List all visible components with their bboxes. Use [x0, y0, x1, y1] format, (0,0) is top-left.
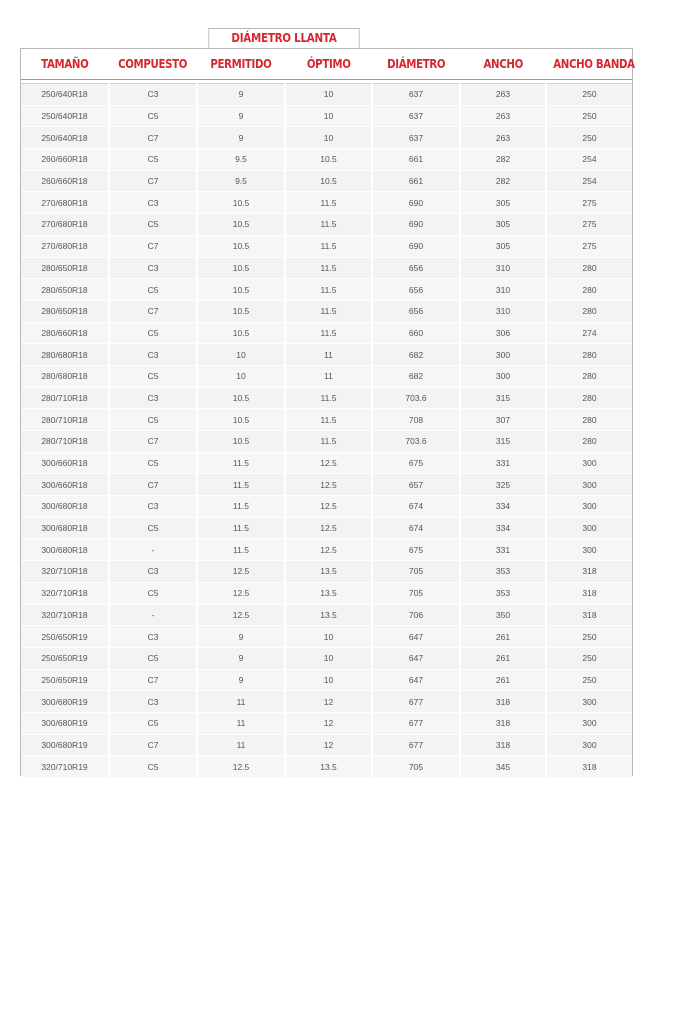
compound-cell: C3 [109, 691, 197, 713]
optimal-cell: 12.5 [285, 539, 372, 561]
compound-cell: C3 [109, 561, 197, 583]
tread-width-cell: 280 [546, 409, 632, 431]
tread-width-cell: 250 [546, 84, 632, 106]
optimal-cell: 11.5 [285, 409, 372, 431]
column-header-width: ANCHO [460, 49, 546, 80]
table-row [21, 409, 632, 431]
size-cell: 250/650R19 [21, 647, 109, 669]
tread-width-cell: 300 [546, 691, 632, 713]
tread-width-cell: 300 [546, 712, 632, 734]
allowed-cell: 10 [197, 344, 285, 366]
table-row [21, 300, 632, 322]
column-header-size: TAMAÑO [21, 49, 109, 80]
compound-cell: C7 [109, 669, 197, 691]
diameter-cell: 674 [372, 517, 460, 539]
diameter-cell: 705 [372, 561, 460, 583]
table-row [21, 127, 632, 149]
optimal-cell: 12.5 [285, 496, 372, 518]
size-cell: 250/650R19 [21, 626, 109, 648]
diameter-cell: 647 [372, 647, 460, 669]
table-row [21, 279, 632, 301]
tread-width-cell: 280 [546, 300, 632, 322]
compound-cell: C7 [109, 127, 197, 149]
diameter-cell: 674 [372, 496, 460, 518]
width-cell: 305 [460, 192, 546, 214]
tread-width-cell: 250 [546, 647, 632, 669]
allowed-cell: 9 [197, 84, 285, 106]
table-row [21, 647, 632, 669]
size-cell: 320/710R18 [21, 582, 109, 604]
size-cell: 300/680R18 [21, 517, 109, 539]
optimal-cell: 11.5 [285, 214, 372, 236]
optimal-cell: 12 [285, 712, 372, 734]
diameter-cell: 690 [372, 214, 460, 236]
diameter-cell: 677 [372, 734, 460, 756]
size-cell: 320/710R18 [21, 561, 109, 583]
width-cell: 353 [460, 582, 546, 604]
size-cell: 280/680R18 [21, 365, 109, 387]
width-cell: 345 [460, 756, 546, 778]
tread-width-cell: 318 [546, 604, 632, 626]
optimal-cell: 10 [285, 127, 372, 149]
diameter-cell: 637 [372, 84, 460, 106]
allowed-cell: 11.5 [197, 452, 285, 474]
allowed-cell: 10.5 [197, 409, 285, 431]
allowed-cell: 10.5 [197, 300, 285, 322]
width-cell: 325 [460, 474, 546, 496]
optimal-cell: 12.5 [285, 517, 372, 539]
optimal-cell: 13.5 [285, 561, 372, 583]
compound-cell: C5 [109, 149, 197, 171]
diameter-cell: 675 [372, 452, 460, 474]
size-cell: 250/640R18 [21, 105, 109, 127]
column-header-diameter: DIÁMETRO [372, 49, 460, 80]
table-row [21, 604, 632, 626]
width-cell: 353 [460, 561, 546, 583]
allowed-cell: 10.5 [197, 279, 285, 301]
allowed-cell: 12.5 [197, 561, 285, 583]
allowed-cell: 9 [197, 105, 285, 127]
diameter-cell: 703.6 [372, 387, 460, 409]
optimal-cell: 13.5 [285, 582, 372, 604]
compound-cell: C5 [109, 409, 197, 431]
table-row [21, 561, 632, 583]
width-cell: 307 [460, 409, 546, 431]
width-cell: 300 [460, 365, 546, 387]
tread-width-cell: 275 [546, 214, 632, 236]
table-row [21, 214, 632, 236]
size-cell: 300/680R19 [21, 712, 109, 734]
diameter-cell: 661 [372, 149, 460, 171]
tread-width-cell: 250 [546, 626, 632, 648]
allowed-cell: 9 [197, 647, 285, 669]
allowed-cell: 12.5 [197, 604, 285, 626]
tread-width-cell: 300 [546, 517, 632, 539]
size-cell: 300/680R19 [21, 691, 109, 713]
optimal-cell: 12 [285, 734, 372, 756]
tread-width-cell: 318 [546, 561, 632, 583]
optimal-cell: 11.5 [285, 431, 372, 453]
optimal-cell: 11.5 [285, 387, 372, 409]
diameter-cell: 690 [372, 235, 460, 257]
diameter-cell: 657 [372, 474, 460, 496]
size-cell: 270/680R18 [21, 235, 109, 257]
diameter-cell: 647 [372, 626, 460, 648]
optimal-cell: 11.5 [285, 235, 372, 257]
size-cell: 270/680R18 [21, 214, 109, 236]
diameter-cell: 656 [372, 257, 460, 279]
width-cell: 310 [460, 257, 546, 279]
column-header-allowed: PERMITIDO [197, 49, 285, 80]
table-row [21, 517, 632, 539]
allowed-cell: 9 [197, 127, 285, 149]
optimal-cell: 10 [285, 105, 372, 127]
compound-cell: - [109, 539, 197, 561]
diameter-cell: 705 [372, 582, 460, 604]
compound-cell: C7 [109, 474, 197, 496]
diameter-cell: 682 [372, 365, 460, 387]
table-row [21, 192, 632, 214]
diameter-cell: 677 [372, 691, 460, 713]
size-cell: 280/710R18 [21, 409, 109, 431]
width-cell: 318 [460, 712, 546, 734]
tread-width-cell: 300 [546, 474, 632, 496]
compound-cell: - [109, 604, 197, 626]
compound-cell: C5 [109, 214, 197, 236]
width-cell: 305 [460, 235, 546, 257]
optimal-cell: 10 [285, 669, 372, 691]
tread-width-cell: 275 [546, 235, 632, 257]
allowed-cell: 11 [197, 734, 285, 756]
compound-cell: C7 [109, 734, 197, 756]
size-cell: 270/680R18 [21, 192, 109, 214]
compound-cell: C5 [109, 712, 197, 734]
compound-cell: C5 [109, 452, 197, 474]
size-cell: 250/640R18 [21, 84, 109, 106]
allowed-cell: 9 [197, 669, 285, 691]
table-row [21, 496, 632, 518]
diameter-cell: 637 [372, 127, 460, 149]
width-cell: 305 [460, 214, 546, 236]
tread-width-cell: 254 [546, 170, 632, 192]
width-cell: 310 [460, 300, 546, 322]
compound-cell: C5 [109, 756, 197, 778]
diameter-cell: 682 [372, 344, 460, 366]
tread-width-cell: 250 [546, 127, 632, 149]
tread-width-cell: 250 [546, 105, 632, 127]
tire-spec-table [21, 49, 635, 778]
diameter-cell: 706 [372, 604, 460, 626]
allowed-cell: 10 [197, 365, 285, 387]
allowed-cell: 10.5 [197, 235, 285, 257]
width-cell: 334 [460, 496, 546, 518]
compound-cell: C3 [109, 192, 197, 214]
tread-width-cell: 280 [546, 257, 632, 279]
allowed-cell: 12.5 [197, 582, 285, 604]
optimal-cell: 11.5 [285, 279, 372, 301]
size-cell: 300/660R18 [21, 452, 109, 474]
width-cell: 306 [460, 322, 546, 344]
allowed-cell: 11.5 [197, 496, 285, 518]
size-cell: 300/680R19 [21, 734, 109, 756]
size-cell: 300/680R18 [21, 496, 109, 518]
size-cell: 320/710R19 [21, 756, 109, 778]
diameter-cell: 690 [372, 192, 460, 214]
size-cell: 280/660R18 [21, 322, 109, 344]
column-header-tread-width: ANCHO BANDA [546, 49, 632, 80]
allowed-cell: 11 [197, 691, 285, 713]
optimal-cell: 11.5 [285, 192, 372, 214]
tread-width-cell: 280 [546, 387, 632, 409]
optimal-cell: 11 [285, 365, 372, 387]
size-cell: 260/660R18 [21, 149, 109, 171]
compound-cell: C5 [109, 365, 197, 387]
compound-cell: C5 [109, 279, 197, 301]
tire-spec-table-container [20, 48, 633, 776]
width-cell: 263 [460, 127, 546, 149]
size-cell: 300/680R18 [21, 539, 109, 561]
size-cell: 250/640R18 [21, 127, 109, 149]
diameter-cell: 637 [372, 105, 460, 127]
width-cell: 310 [460, 279, 546, 301]
width-cell: 282 [460, 170, 546, 192]
tread-width-cell: 318 [546, 756, 632, 778]
size-cell: 280/710R18 [21, 431, 109, 453]
compound-cell: C3 [109, 344, 197, 366]
tread-width-cell: 300 [546, 452, 632, 474]
allowed-cell: 10.5 [197, 192, 285, 214]
tread-width-cell: 300 [546, 496, 632, 518]
table-row [21, 626, 632, 648]
allowed-cell: 11.5 [197, 474, 285, 496]
optimal-cell: 11 [285, 344, 372, 366]
diameter-cell: 708 [372, 409, 460, 431]
size-cell: 320/710R18 [21, 604, 109, 626]
tread-width-cell: 280 [546, 431, 632, 453]
width-cell: 261 [460, 626, 546, 648]
compound-cell: C3 [109, 387, 197, 409]
tread-width-cell: 250 [546, 669, 632, 691]
table-row [21, 582, 632, 604]
diameter-cell: 647 [372, 669, 460, 691]
tread-width-cell: 274 [546, 322, 632, 344]
tread-width-cell: 275 [546, 192, 632, 214]
tread-width-cell: 254 [546, 149, 632, 171]
diameter-cell: 661 [372, 170, 460, 192]
table-row [21, 431, 632, 453]
allowed-cell: 9.5 [197, 149, 285, 171]
table-row [21, 149, 632, 171]
table-row [21, 756, 632, 778]
width-cell: 282 [460, 149, 546, 171]
allowed-cell: 11.5 [197, 517, 285, 539]
tread-width-cell: 300 [546, 734, 632, 756]
table-row [21, 322, 632, 344]
width-cell: 261 [460, 669, 546, 691]
width-cell: 263 [460, 105, 546, 127]
compound-cell: C5 [109, 582, 197, 604]
compound-cell: C5 [109, 105, 197, 127]
size-cell: 280/680R18 [21, 344, 109, 366]
size-cell: 280/710R18 [21, 387, 109, 409]
table-row [21, 170, 632, 192]
optimal-cell: 11.5 [285, 322, 372, 344]
allowed-cell: 9 [197, 626, 285, 648]
diameter-cell: 675 [372, 539, 460, 561]
compound-cell: C3 [109, 496, 197, 518]
optimal-cell: 10.5 [285, 149, 372, 171]
compound-cell: C3 [109, 84, 197, 106]
table-row [21, 344, 632, 366]
compound-cell: C5 [109, 517, 197, 539]
compound-cell: C3 [109, 626, 197, 648]
compound-cell: C7 [109, 235, 197, 257]
table-row [21, 452, 632, 474]
optimal-cell: 11.5 [285, 257, 372, 279]
size-cell: 280/650R18 [21, 257, 109, 279]
table-row [21, 105, 632, 127]
allowed-cell: 11 [197, 712, 285, 734]
allowed-cell: 10.5 [197, 214, 285, 236]
width-cell: 331 [460, 452, 546, 474]
tread-width-cell: 280 [546, 344, 632, 366]
width-cell: 350 [460, 604, 546, 626]
size-cell: 300/660R18 [21, 474, 109, 496]
size-cell: 280/650R18 [21, 300, 109, 322]
table-row [21, 387, 632, 409]
width-cell: 318 [460, 691, 546, 713]
diameter-cell: 703.6 [372, 431, 460, 453]
compound-cell: C3 [109, 257, 197, 279]
optimal-cell: 13.5 [285, 756, 372, 778]
allowed-cell: 10.5 [197, 257, 285, 279]
column-header-optimal: ÓPTIMO [285, 49, 372, 80]
optimal-cell: 10 [285, 647, 372, 669]
size-cell: 280/650R18 [21, 279, 109, 301]
width-cell: 300 [460, 344, 546, 366]
width-cell: 318 [460, 734, 546, 756]
allowed-cell: 10.5 [197, 431, 285, 453]
allowed-cell: 9.5 [197, 170, 285, 192]
optimal-cell: 10 [285, 626, 372, 648]
compound-cell: C5 [109, 322, 197, 344]
allowed-cell: 10.5 [197, 387, 285, 409]
allowed-cell: 10.5 [197, 322, 285, 344]
table-row [21, 669, 632, 691]
width-cell: 331 [460, 539, 546, 561]
diameter-cell: 677 [372, 712, 460, 734]
diameter-cell: 705 [372, 756, 460, 778]
rim-diameter-group-header: DIÁMETRO LLANTA [208, 28, 359, 48]
table-row [21, 365, 632, 387]
header-row [21, 49, 632, 80]
width-cell: 261 [460, 647, 546, 669]
table-row [21, 539, 632, 561]
optimal-cell: 13.5 [285, 604, 372, 626]
table-row [21, 691, 632, 713]
compound-cell: C7 [109, 431, 197, 453]
optimal-cell: 12.5 [285, 452, 372, 474]
allowed-cell: 12.5 [197, 756, 285, 778]
tread-width-cell: 280 [546, 365, 632, 387]
table-row [21, 257, 632, 279]
compound-cell: C5 [109, 647, 197, 669]
table-row [21, 474, 632, 496]
optimal-cell: 11.5 [285, 300, 372, 322]
optimal-cell: 10 [285, 84, 372, 106]
allowed-cell: 11.5 [197, 539, 285, 561]
width-cell: 263 [460, 84, 546, 106]
optimal-cell: 12.5 [285, 474, 372, 496]
diameter-cell: 656 [372, 300, 460, 322]
width-cell: 315 [460, 431, 546, 453]
tread-width-cell: 280 [546, 279, 632, 301]
compound-cell: C7 [109, 170, 197, 192]
tread-width-cell: 300 [546, 539, 632, 561]
table-row [21, 235, 632, 257]
table-row [21, 712, 632, 734]
table-row [21, 734, 632, 756]
width-cell: 334 [460, 517, 546, 539]
diameter-cell: 660 [372, 322, 460, 344]
size-cell: 260/660R18 [21, 170, 109, 192]
tread-width-cell: 318 [546, 582, 632, 604]
optimal-cell: 12 [285, 691, 372, 713]
optimal-cell: 10.5 [285, 170, 372, 192]
size-cell: 250/650R19 [21, 669, 109, 691]
table-row [21, 84, 632, 106]
column-header-compound: COMPUESTO [109, 49, 197, 80]
width-cell: 315 [460, 387, 546, 409]
diameter-cell: 656 [372, 279, 460, 301]
compound-cell: C7 [109, 300, 197, 322]
